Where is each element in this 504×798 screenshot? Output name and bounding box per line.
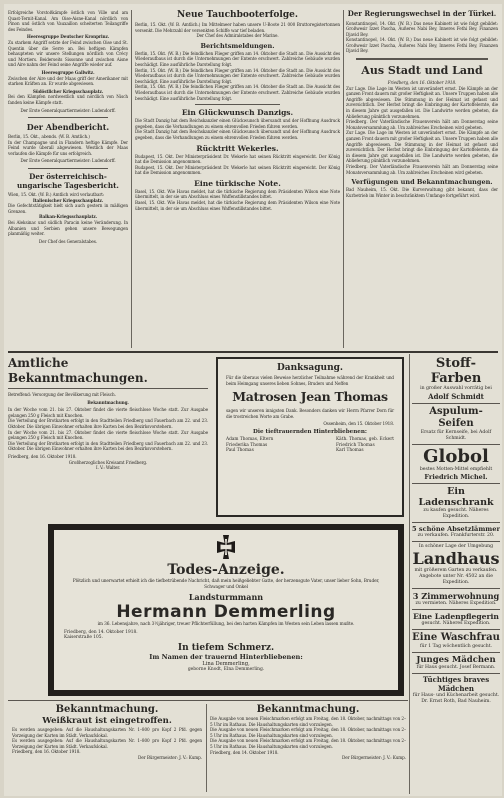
turkish-note-text: Basel, 15. Okt. Wie Havas meldet, hat die türkische Regierung dem Präsidenten Wilson eine Note übermittelt, in der sie um Abschluss eines Waffenstillstandes bittet. bbox=[135, 188, 340, 200]
evening-report-title: Der Abendbericht. bbox=[26, 122, 110, 133]
notice-date: Friedberg, den 16. Oktober 1918. bbox=[8, 453, 77, 459]
ad-washerwoman-title: Eine Waschfrau bbox=[412, 632, 500, 643]
turkey-text: Konstantinopel, 14. Okt. (W. B.) Das neue Kabinett ist wie folgt gebildet: Großwesir Izzet Pascha, Äußeres Nabi Bey, Inneres Fethi Bey, Finanzen Djavid Bey. bbox=[346, 20, 498, 37]
ad-apartment-title: 3 Zimmerwohnung bbox=[412, 591, 500, 601]
official-notices-title: Amtliche Bekanntmachungen. bbox=[8, 356, 148, 385]
headline-uboat: Neue Tauchbooterfolge. bbox=[177, 10, 298, 20]
ad-maid-title: Tüchtiges braves Mädchen bbox=[422, 675, 490, 693]
uboat-text: Berlin, 15. Okt. (W. B. Amtlich.) Im Mittelmeer haben unsere U-Boote 21 000 Bruttoregistertonnen versenkt. Die Mehrzahl der versenkten Schiffe war tief beladen. bbox=[135, 22, 340, 33]
ad-shop-cabinet-title: Ein Ladenschrank bbox=[418, 486, 494, 508]
grief-line: In tiefem Schmerz. bbox=[177, 642, 275, 653]
widow-name: Lina Demmerling, bbox=[202, 660, 250, 667]
thanks-date: Ossenheim, den 15. Oktober 1918. bbox=[323, 421, 394, 427]
death-notice-date: Friedberg, den 14. Oktober 1918. bbox=[64, 629, 138, 635]
local-news-text: Friedberg. Der Vaterländische Frauenverein hält am Donnerstag seine Monatsversammlung ab. Um zahlreiches Erscheinen wird gebeten. bbox=[346, 163, 498, 175]
local-news-dateline: Friedberg, den 16. Oktober 1918. bbox=[387, 80, 457, 86]
ad-house-pretext: In schöner Lage der Umgebung bbox=[418, 544, 494, 549]
war-report-paragraph: Zwischen der Aire und der Maas griff der Amerikaner mit starken Kräften an. Er wurde abgewiesen. bbox=[8, 75, 128, 87]
report-text: Berlin, 15. Okt. (W. B.) Die feindlichen Flieger griffen am 14. Oktober die Stadt an. Die Aussicht des Wiederaufbaus ist durch die Unternehmungen der Entente erschwert. Zahlreiche Gebäude wurden beschädigt. Eine ausführliche Darstellung folgt. bbox=[135, 84, 340, 101]
bereaved-name: Friederika Thomas bbox=[226, 442, 268, 448]
ad-shop-cabinet-text: zu kaufen gesucht. Näheres Expedition. bbox=[423, 508, 489, 519]
war-report-paragraph: Zu starkem Angriff setzte der Feind zwischen Oise und St. Quentin über die Serre an. Bei heftigen Kämpfen behaupteten wir unsere Stellungen nördlich von Crécy und Mortiers. Beiderseits Sissonne und zwischen Aisne und Aire nahm der Feind seine Angriffe wieder auf. bbox=[8, 39, 128, 68]
death-notice-title: Todes-Anzeige. bbox=[167, 562, 285, 578]
thanks-notice bbox=[216, 357, 404, 517]
on-behalf-line: Im Namen der trauernd Hinterbliebenen: bbox=[149, 652, 303, 661]
notice-text: Die Verteilung der Brotkarten erfolgt in den Stadtteilen Friedberg und Fauerbach am 22. und 23. Oktober. Die übrigen Einwohner erhalten ihre Karten bei den Bezirksvorstehern. bbox=[8, 418, 208, 429]
army-group-heading: Heeresgruppe Gallwitz. bbox=[41, 69, 95, 75]
bereaved-name: Karl Thomas bbox=[335, 448, 364, 454]
signature: Der Erste Generalquartiermeister: Ludendorff. bbox=[20, 107, 116, 113]
danzig-text: Die Stadt Danzig hat dem Reichskanzler einen Glückwunsch übersandt und der Hoffnung Ausdruck gegeben, dass die Verhandlungen zu einem ehrenvollen Frieden führen werden. bbox=[135, 118, 340, 129]
deceased-name: Hermann Demmerling bbox=[116, 602, 336, 623]
notice-title: Bekanntmachung. bbox=[256, 704, 360, 715]
danzig-text: Die Stadt Danzig hat dem Reichskanzler einen Glückwunsch übersandt und der Hoffnung Ausdruck gegeben, dass die Verhandlungen zu einem ehrenvollen Frieden führen werden. bbox=[135, 129, 340, 140]
signature: Der Erste Generalquartiermeister: Ludendorff. bbox=[20, 158, 116, 164]
notice-title: Bekanntmachung. bbox=[55, 704, 159, 715]
notice-office-signature: I. V.: Walter. bbox=[95, 465, 121, 471]
austrian-report-text: Die Gefechtstätigkeit hielt sich auch gestern in mäßigen Grenzen. bbox=[8, 203, 128, 214]
ad-house-text: mit größerem Garten zu verkaufen. Angebote unter Nr. 4502 an die Expedition. bbox=[414, 568, 498, 585]
local-news-text: Friedberg. Der Vaterländische Frauenverein hält am Donnerstag seine Monatsversammlung ab. Um zahlreiches Erscheinen wird gebeten. bbox=[346, 119, 498, 130]
notice-signature: Der Bürgermeister: J. V.: Kump. bbox=[342, 755, 406, 761]
notice-text: Es werden ausgegeben: Auf die Haushaltungskarten Nr. 1–800 pro Kopf 2 Pfd. gegen Vorzeigung der Karten im Städt. Verkaufslokal. bbox=[12, 738, 202, 749]
bereaved-names-left bbox=[226, 437, 273, 454]
wekerle-text: Budapest, 15. Okt. Der Ministerpräsident Dr. Wekerle hat seinen Rücktritt eingereicht. Der König hat die Demission angenommen. bbox=[135, 153, 340, 165]
bereaved-name: Friedrich Thomas bbox=[335, 442, 375, 448]
local-news-text: Zur Lage. Die Lage im Westen ist unverändert ernst. Die Kämpfe an der ganzen Front dauern mit großer Heftigkeit an. Unsere Truppen haben alle Angriffe abgewiesen. Die Stimmung in der Heimat ist gefasst und zuversichtlich. Der Herbst bringt die Einbringung der Kartoffelernte, die in diesem Jahre gut ausgefallen ist. Die Landwirte werden gebeten, die Ablieferung pünktlich vorzunehmen. bbox=[346, 130, 498, 164]
signature: Der Chef des Admiralstabes der Marine. bbox=[196, 33, 279, 39]
bereaved-names-right bbox=[336, 437, 394, 454]
notice-weisskraut bbox=[12, 704, 202, 792]
bereaved-label: Die tieftrauernden Hinterbliebenen: bbox=[253, 428, 367, 435]
local-news-title: Aus Stadt und Land bbox=[361, 64, 483, 78]
thanks-text: Für die überaus vielen Beweise herzlicher Teilnahme während der Krankheit und beim Heimgang unseres lieben Sohnes, Bruders und Neffen bbox=[226, 375, 394, 386]
ad-apartment-text: zu vermieten. Näheres Expedition. bbox=[415, 601, 497, 606]
ad-maid-text: für Haus- und Küchenarbeit gesucht. Dr. Ernst Roth, Bad Nauheim. bbox=[412, 693, 500, 704]
ad-house-title: Landhaus bbox=[412, 549, 500, 568]
ad-fabric-dyes-title: Stoff-Farben bbox=[430, 356, 482, 386]
ad-shop-assistant-text: gesucht. Näheres Expedition. bbox=[421, 621, 491, 626]
section-heading: Verfügungen und Bekanntmachungen. bbox=[351, 178, 493, 187]
austrian-report-dateline: Wien, 15. Okt. (W. B.) Amtlich wird verlautbart: bbox=[8, 192, 105, 198]
headline-danzig: Ein Glückwunsch Danzigs. bbox=[181, 108, 294, 118]
report-text: Berlin, 15. Okt. (W. B.) Die feindlichen Flieger griffen am 14. Oktober die Stadt an. Die Aussicht des Wiederaufbaus ist durch die Unternehmungen der Entente erschwert. Zahlreiche Gebäude wurden beschädigt. Eine ausführliche Darstellung folgt. bbox=[135, 50, 340, 67]
notice-office: Großherzogliches Kreisamt Friedberg. bbox=[68, 459, 148, 465]
column-1 bbox=[8, 10, 128, 348]
newspaper-page bbox=[4, 4, 502, 796]
ad-lambs-text: zu verkaufen. Frankfurterstr. 20. bbox=[417, 533, 495, 538]
ad-globol-title: Globol bbox=[423, 446, 489, 467]
classified-ads bbox=[412, 356, 500, 792]
notice-date: Friedberg, den 16. Oktober 1918. bbox=[12, 749, 81, 755]
turkish-note-text: Basel, 15. Okt. Wie Havas meldet, hat die türkische Regierung dem Präsidenten Wilson eine Note übermittelt, in der sie um Abschluss eines Waffenstillstandes bittet. bbox=[135, 200, 340, 211]
notice-date: Friedberg, den 14. Oktober 1918. bbox=[210, 749, 279, 755]
evening-report-dateline: Berlin, 15. Okt., abends. (W. B. Amtlich.) bbox=[8, 134, 90, 140]
headline-turkish-note: Eine türkische Note. bbox=[194, 178, 281, 188]
notice-subject: Betreffend: Versorgung der Bevölkerung mit Fleisch. bbox=[8, 392, 116, 397]
notice-text: In der Woche vom 21. bis 27. Oktober findet die vierte fleischlose Woche statt. Zur Ausgabe gelangen 250 g Fleisch mit Knochen. bbox=[8, 429, 208, 441]
notice-fleischmarken bbox=[210, 704, 406, 792]
war-report-paragraph: Bei den Kämpfen nordwestlich und nördlich von Nisch fanden keine Kämpfe statt. bbox=[8, 94, 128, 105]
ad-globol-text: bestes Motten-Mittel empfiehlt bbox=[419, 467, 493, 472]
ad-washerwoman-text: für 1 Tag wöchentlich gesucht. bbox=[419, 644, 493, 649]
ad-vendor-name: Adolf Schmidt bbox=[428, 392, 484, 401]
turkey-text: Konstantinopel, 14. Okt. (W. B.) Das neue Kabinett ist wie folgt gebildet: Großwesir Izzet Pascha, Äußeres Nabi Bey, Inneres Fethi Bey, Finanzen Djavid Bey. bbox=[346, 37, 498, 54]
headline-wekerle: Rücktritt Wekerles. bbox=[196, 143, 279, 153]
deceased-name: Matrosen Jean Thomas bbox=[232, 389, 388, 405]
wekerle-text: Budapest, 15. Okt. Der Ministerpräsident Dr. Wekerle hat seinen Rücktritt eingereicht. Der König hat die Demission angenommen. bbox=[135, 164, 340, 176]
deceased-rank: Landsturmmann bbox=[188, 592, 264, 603]
notice-text: Die Ausgabe von neuen Fleischmarken erfolgt am Freitag, den 18. Oktober, nachmittags von 2–5 Uhr im Rathaus. Die Haushaltungskarten sind vorzulegen. bbox=[210, 716, 406, 727]
iron-cross-icon bbox=[213, 534, 239, 560]
ad-lambs-title: 5 schöne Absetzlämmer bbox=[412, 525, 500, 533]
bereaved-name: Adam Thomas, Eltern bbox=[226, 436, 274, 442]
widow-name-2: geborne Knodt, Elna Demmerling. bbox=[187, 666, 265, 672]
official-notices bbox=[8, 356, 208, 524]
death-notice bbox=[54, 530, 398, 690]
evening-report-text: In der Champagne und in Flandern heftige Kämpfe. Der Feind wurde überall abgewiesen. Westlich der Maas verlaufen die Kämpfe für uns erfolgreich. bbox=[8, 139, 128, 156]
notice-text: Die Ausgabe von neuen Fleischmarken erfolgt am Freitag, den 18. Oktober, nachmittags von 2–5 Uhr im Rathaus. Die Haushaltungskarten sind vorzulegen. bbox=[210, 727, 406, 738]
local-news-text: Zur Lage. Die Lage im Westen ist unverändert ernst. Die Kämpfe an der ganzen Front dauern mit großer Heftigkeit an. Unsere Truppen haben alle Angriffe abgewiesen. Die Stimmung in der Heimat ist gefasst und zuversichtlich. Der Herbst bringt die Einbringung der Kartoffelernte, die in diesem Jahre gut ausgefallen ist. Die Landwirte werden gebeten, die Ablieferung pünktlich vorzunehmen. bbox=[346, 85, 498, 119]
bereaved-name: Paul Thomas bbox=[226, 448, 254, 454]
death-notice-text: im 36. Lebensjahre, nach 3½jähriger, treuer Pflichterfüllung, bei den harten Kämpfen im Westen sein Leben lassen mußte. bbox=[97, 622, 355, 628]
ad-soap-title: Aspulum-Seifen bbox=[429, 406, 483, 429]
notice-subtitle: Weißkraut ist eingetroffen. bbox=[42, 716, 172, 726]
death-notice-frame bbox=[48, 524, 404, 696]
notice-text: Die Ausgabe von neuen Fleischmarken erfolgt am Freitag, den 18. Oktober, nachmittags von 2–5 Uhr im Rathaus. Die Haushaltungskarten sind vorzulegen. bbox=[210, 738, 406, 749]
ad-vendor-name: Friedrich Michel. bbox=[424, 473, 488, 481]
bereaved-name: Käth. Thomas, geb. Eckert bbox=[335, 436, 394, 442]
ad-shop-assistant-title: Eine Ladenpflegerin bbox=[413, 612, 499, 621]
ad-young-girl-title: Junges Mädchen bbox=[416, 655, 496, 665]
notice-text: In der Woche vom 21. bis 27. Oktober findet die vierte fleischlose Woche statt. Zur Ausgabe gelangen 250 g Fleisch mit Knochen. bbox=[8, 407, 208, 418]
notice-text: Es werden ausgegeben: Auf die Haushaltungskarten Nr. 1–800 pro Kopf 2 Pfd. gegen Vorzeigung der Karten im Städt. Verkaufslokal. bbox=[12, 727, 202, 738]
thanks-title: Danksagung. bbox=[276, 363, 344, 373]
thanks-text: sagen wir unseren innigsten Dank. Besonders danken wir Herrn Pfarrer Dorn für die trostreichen Worte am Grabe. bbox=[226, 408, 394, 419]
notice-signature: Der Bürgermeister: J. V.: Kump. bbox=[138, 754, 202, 760]
theatre-heading: Italienischer Kriegsschauplatz. bbox=[32, 197, 104, 203]
column-2 bbox=[135, 10, 340, 348]
ad-fabric-dyes-text: in großer Auswahl vorrätig bei bbox=[420, 386, 492, 391]
notice-text: Die Verteilung der Brotkarten erfolgt in den Stadtteilen Friedberg und Fauerbach am 22. und 23. Oktober. Die übrigen Einwohner erhalten ihre Karten bei den Bezirksvorstehern. bbox=[8, 440, 208, 452]
ad-soap-text: Ersatz für Kernseife, bei Adolf Schmidt. bbox=[420, 430, 492, 441]
headline-turkey: Der Regierungswechsel in der Türkei. bbox=[347, 10, 497, 18]
notice-heading: Bekanntmachung. bbox=[87, 399, 129, 405]
section-heading: Berichtsmeldungen. bbox=[200, 41, 275, 50]
army-group-heading: Heeresgruppe Deutscher Kronprinz. bbox=[26, 34, 110, 40]
austrian-report-text: Bei Aleksinac und südlich Paracin keine Veränderung. In Albanien und Serbien gehen unsere Bewegungen planmäßig weiter. bbox=[8, 220, 128, 237]
report-text: Berlin, 15. Okt. (W. B.) Die feindlichen Flieger griffen am 14. Oktober die Stadt an. Die Aussicht des Wiederaufbaus ist durch die Unternehmungen der Entente erschwert. Zahlreiche Gebäude wurden beschädigt. Eine ausführliche Darstellung folgt. bbox=[135, 67, 340, 84]
column-3 bbox=[346, 10, 498, 348]
death-notice-text: Plötzlich und unerwartet erhielt ich die tiefbetrübende Nachricht, daß mein heißgeliebter Gatte, der herzensgute Vater, unser lieber Sohn, Bruder, Schwager und Onkel bbox=[72, 579, 380, 590]
war-report-intro: Erfolgreiche Vorstoßkämpfe östlich von Ville und am Quast-Ternit-Kanal. Am Oise-Aisne-Kanal nördlich von Pinon und östlich von Vauxaillon scheiterten Teilangriffe des Feindes. bbox=[8, 10, 128, 32]
theatre-heading: Südöstlicher Kriegsschauplatz. bbox=[32, 88, 104, 94]
austrian-report-title: Der österreichisch-ungarische Tagesbericht. bbox=[17, 172, 119, 190]
announcement-text: Bad Nauheim, 15. Okt. Die Kurverwaltung gibt bekannt, dass der Kurbetrieb im Winter in beschränktem Umfange fortgeführt wird. bbox=[346, 187, 498, 198]
signature: Der Chef des Generalstabes. bbox=[38, 238, 98, 244]
death-notice-address: Kaiserstraße 105. bbox=[64, 635, 103, 641]
ad-young-girl-text: für Haus gesucht. Josef Bermann. bbox=[416, 665, 496, 670]
theatre-heading: Balkan-Kriegsschauplatz. bbox=[39, 214, 97, 220]
